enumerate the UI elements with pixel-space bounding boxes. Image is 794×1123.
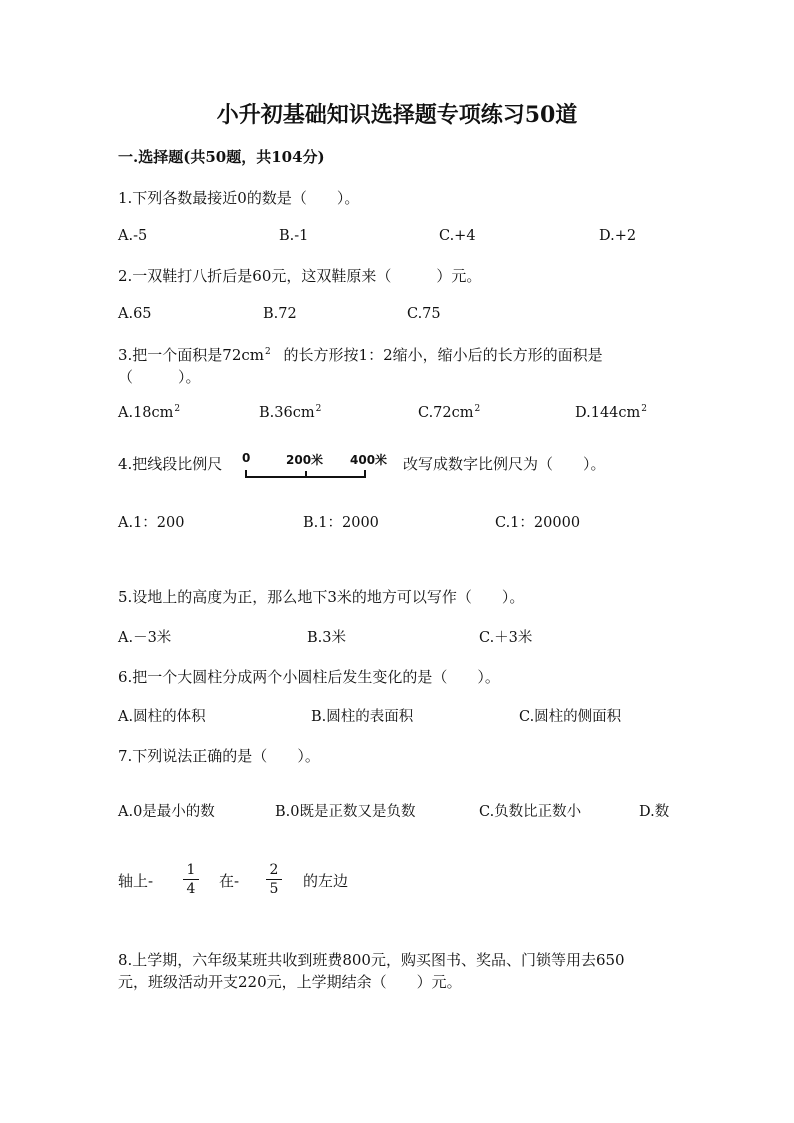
question-2-stem: 2.一双鞋打八折后是60元，这双鞋原来（ ）元。 [118,267,482,285]
question-3-option-d [575,404,647,421]
question-1-stem: 1.下列各数最接近0的数是（ ）。 [118,189,360,207]
question-3-option-b [259,404,321,421]
section-heading: 一.选择题(共50题，共104分) [118,148,325,166]
fraction-2-numerator: 2 [269,862,279,878]
scale-line [238,468,378,482]
question-6-option-b: B.圆柱的表面积 [311,709,414,725]
question-8-stem-line2: 元，班级活动开支220元，上学期结余（ ）元。 [118,973,462,991]
question-3-option-b-text: B.36cm [259,405,315,421]
question-1-option-b: B.-1 [279,228,309,244]
question-3-stem-line2: （ ）。 [118,368,201,386]
fraction-1-numerator: 1 [186,862,196,878]
question-4-stem-part-a: 4.把线段比例尺 [118,455,223,473]
question-3-option-d-sup: 2 [641,404,647,414]
scale-label-200: 200米 [286,453,324,467]
question-7-option-b: B.0既是正数又是负数 [275,804,416,820]
question-3-option-c-sup: 2 [474,404,481,414]
question-3-option-d-text: D.144cm [575,405,641,421]
question-3-stem-part-b: 的长方形按1：2缩小，缩小后的长方形的面积是 [283,346,603,364]
question-7-option-c: C.负数比正数小 [479,804,582,820]
question-7-stem: 7.下列说法正确的是（ ）。 [118,747,320,765]
question-7-option-d: D.数 [639,804,670,820]
question-7-option-a: A.0是最小的数 [118,804,215,820]
question-7-option-d-cont-a: 轴上- [118,872,154,890]
fraction-1-denominator: 4 [186,881,196,897]
question-4-option-a: A.1：200 [118,515,185,531]
question-7-option-d-cont-c: 的左边 [303,872,349,890]
question-6-option-a: A.圆柱的体积 [118,709,206,725]
scale-label-0: 0 [242,451,251,465]
question-5-option-b: B.3米 [307,630,346,646]
question-4-option-b: B.1：2000 [303,515,379,531]
question-6-stem: 6.把一个大圆柱分成两个小圆柱后发生变化的是（ ）。 [118,668,500,686]
question-3-option-c [418,404,480,421]
question-1-option-a: A.-5 [118,228,148,244]
question-3-stem-line1 [118,344,603,365]
page-title: 小升初基础知识选择题专项练习50道 [216,102,578,128]
question-3-superscript: 2 [265,347,271,357]
question-2-option-b: B.72 [263,306,297,322]
scale-label-400: 400米 [350,453,388,467]
fraction-1-bar [183,879,199,880]
question-3-stem-part-a: 3.把一个面积是72cm [118,346,265,364]
question-3-option-a [118,404,180,421]
question-2-option-a: A.65 [118,306,152,322]
question-1-option-c: C.+4 [439,228,476,244]
question-1-option-d: D.+2 [599,228,637,244]
question-4-stem-part-b: 改写成数字比例尺为（ ）。 [403,455,606,473]
question-7-option-d-cont-b: 在- [219,872,240,890]
question-2-option-c: C.75 [407,306,441,322]
question-8-stem-line1: 8.上学期，六年级某班共收到班费800元，购买图书、奖品、门锁等用去650 [118,951,625,969]
question-6-option-c: C.圆柱的侧面积 [519,709,622,725]
fraction-2-bar [266,879,282,880]
question-3-option-a-text: A.18cm [118,405,174,421]
question-4-option-c: C.1：20000 [495,515,581,531]
question-5-stem: 5.设地上的高度为正，那么地下3米的地方可以写作（ ）。 [118,588,525,606]
fraction-two-fifths [266,862,282,897]
line-scale-ruler [238,450,388,490]
question-3-option-c-text: C.72cm [418,405,474,421]
question-3-option-a-sup: 2 [174,404,181,414]
question-5-option-a: A.－3米 [118,630,172,646]
question-3-option-b-sup: 2 [315,404,322,414]
fraction-2-denominator: 5 [269,881,279,897]
fraction-one-fourth [183,862,199,897]
question-5-option-c: C.＋3米 [479,630,533,646]
